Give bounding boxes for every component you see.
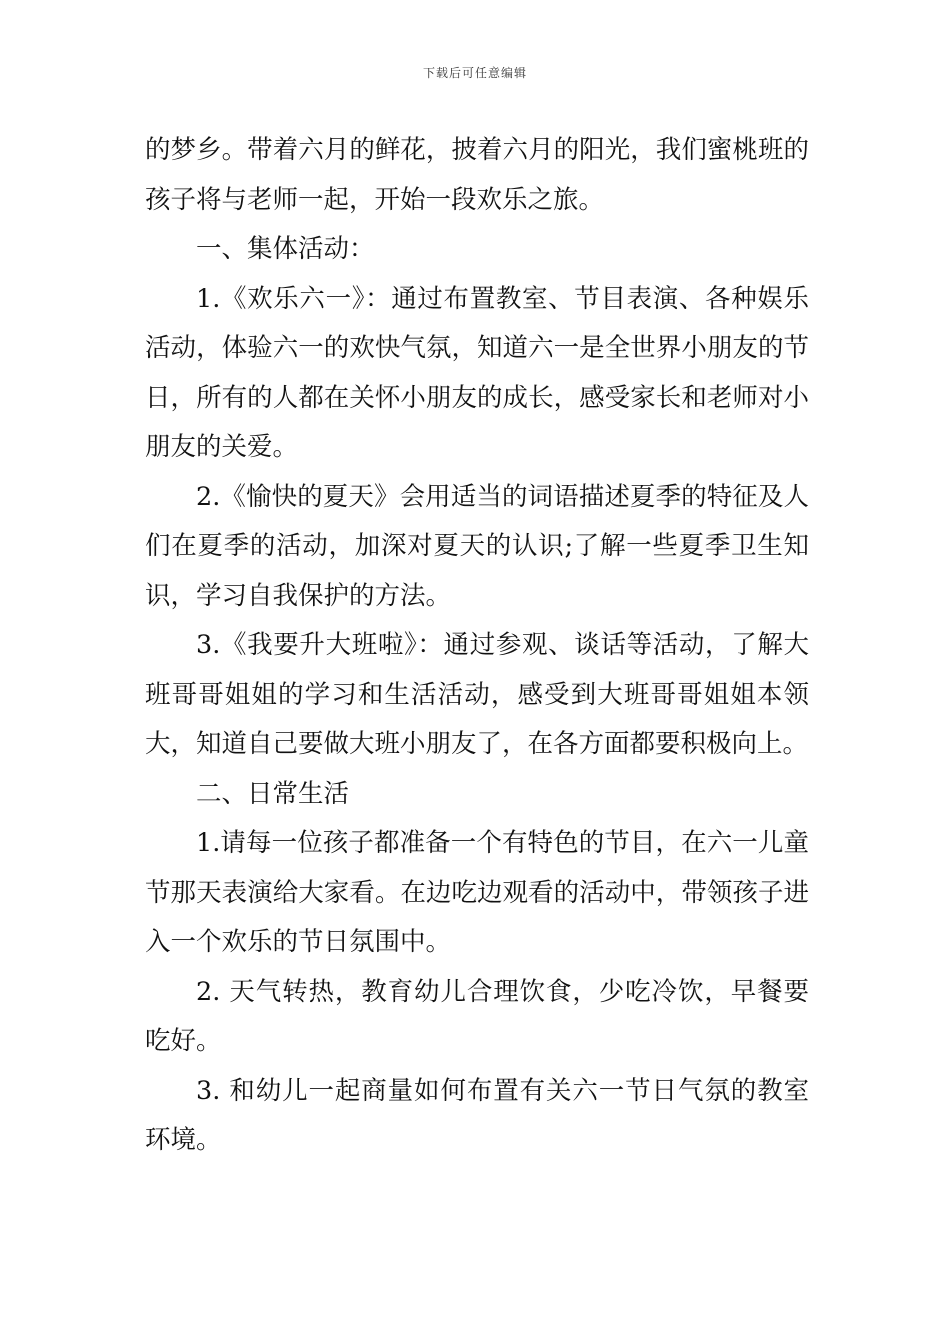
daily-life-item-2: 2. 天气转热，教育幼儿合理饮食，少吃冷饮，早餐要吃好。 (145, 976, 809, 1056)
section-heading-daily-life: 二、日常生活 (196, 778, 350, 809)
daily-life-item-1: 1.请每一位孩子都准备一个有特色的节目，在六一儿童节那天表演给大家看。在边吃边观看的活动中，带领孩子进入一个欢乐的节日氛围中。 (145, 828, 809, 957)
activity-item-2: 2.《愉快的夏天》会用适当的词语描述夏季的特征及人们在夏季的活动，加深对夏天的认识;了解一些夏季卫生知识，学习自我保护的方法。 (145, 481, 809, 611)
paragraph-continuation: 的梦乡。带着六月的鲜花，披着六月的阳光，我们蜜桃班的孩子将与老师一起，开始一段欢乐之旅。 (145, 135, 809, 215)
activity-item-1: 1.《欢乐六一》：通过布置教室、节目表演、各种娱乐活动，体验六一的欢快气氛，知道六一是全世界小朋友的节日，所有的人都在关怀小朋友的成长，感受家长和老师对小朋友的关爱。 (145, 283, 809, 462)
daily-life-item-3: 3. 和幼儿一起商量如何布置有关六一节日气氛的教室环境。 (145, 1075, 809, 1155)
page-header: 下载后可任意编辑 (422, 66, 527, 80)
section-heading-collective-activities: 一、集体活动： (196, 234, 375, 264)
activity-item-3: 3.《我要升大班啦》：通过参观、谈话等活动，了解大班哥哥姐姐的学习和生活活动，感受到大班哥哥姐姐本领大，知道自己要做大班小朋友了，在各方面都要积极向上。 (145, 630, 809, 759)
document-body (145, 126, 809, 1166)
